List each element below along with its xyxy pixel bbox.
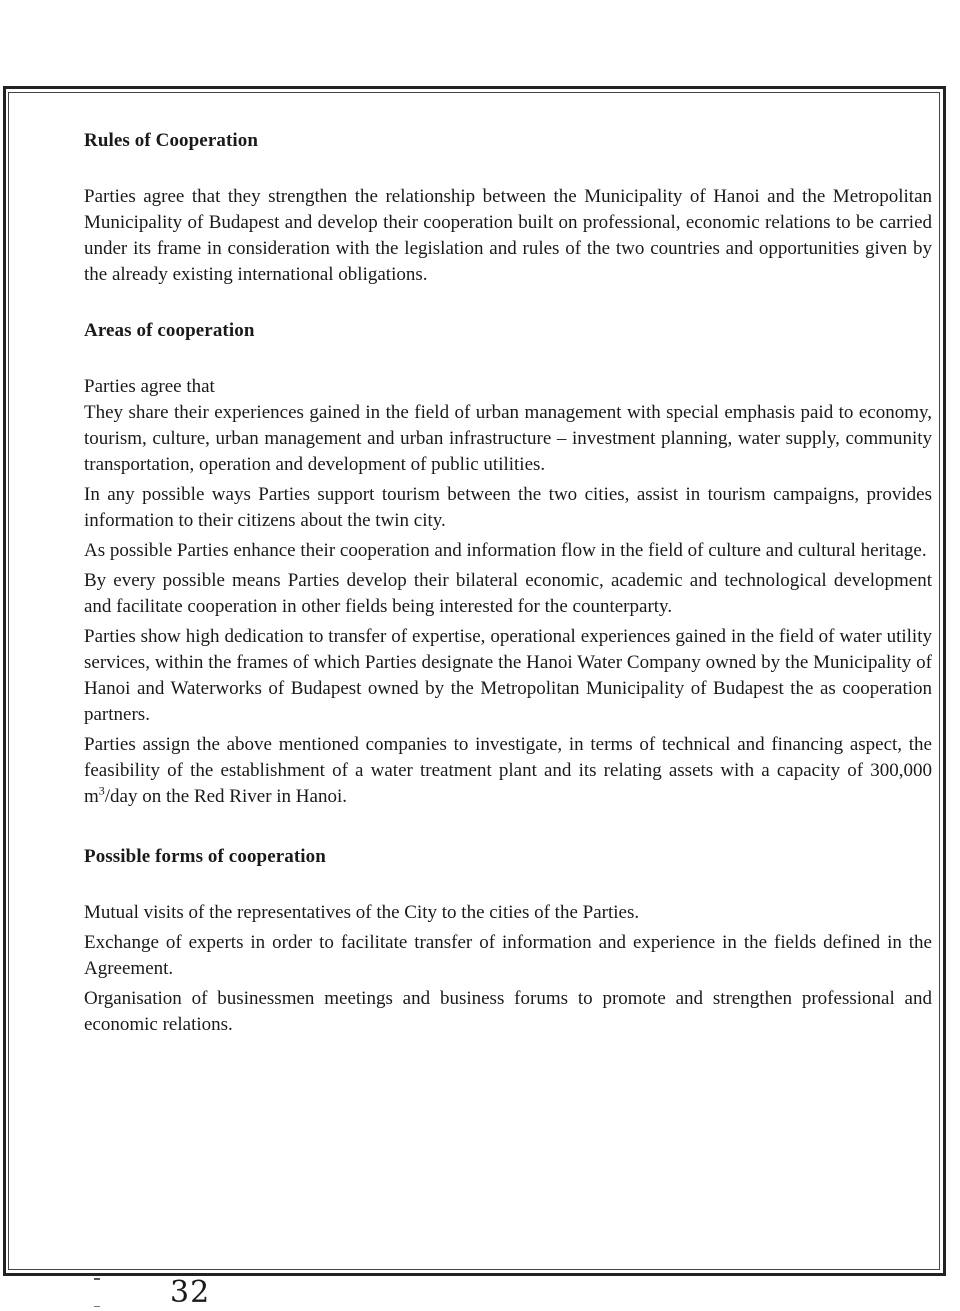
areas-item: In any possible ways Parties support tourism between the two cities, assist in tourism campaigns, provides information to their citizens about the twin city.	[84, 484, 932, 531]
water-plant-text-before: Parties assign the above mentioned companies to investigate, in terms of technical and financing aspect, the feasibility of the establishment of a water treatment plant and its relating assets with a capacity of 300,000 m	[84, 734, 932, 807]
areas-item: As possible Parties enhance their cooperation and information flow in the field of culture and cultural heritage.	[84, 540, 927, 561]
areas-intro: Parties agree that	[84, 376, 215, 397]
scan-artifact	[94, 1306, 100, 1307]
rules-paragraph: Parties agree that they strengthen the relationship between the Municipality of Hanoi and the Metropolitan Municipality of Budapest and develop their cooperation built on professional, economic relations to be carried under its frame in consideration with the legislation and rules of the two countries and opportunities given by the already existing international obligations.	[84, 186, 932, 285]
areas-heading: Areas of cooperation	[84, 320, 255, 341]
forms-heading: Possible forms of cooperation	[84, 846, 326, 867]
areas-item: They share their experiences gained in the field of urban management with special emphasis paid to economy, tourism, culture, urban management and urban infrastructure – investment planning, water supply, community transportation, operation and development of public utilities.	[84, 402, 932, 475]
scan-artifact	[94, 1278, 100, 1280]
forms-item: Organisation of businessmen meetings and business forums to promote and strengthen professional and economic relations.	[84, 988, 932, 1035]
forms-item: Exchange of experts in order to facilitate transfer of information and experience in the fields defined in the Agreement.	[84, 932, 932, 979]
document-body	[84, 130, 932, 1042]
areas-item-water-plant	[84, 732, 932, 810]
forms-item: Mutual visits of the representatives of the City to the cities of the Parties.	[84, 902, 640, 923]
areas-item: By every possible means Parties develop their bilateral economic, academic and technological development and facilitate cooperation in other fields being interested for the counterparty.	[84, 570, 932, 617]
page-number: 32	[170, 1275, 211, 1310]
water-plant-text-after: /day on the Red River in Hanoi.	[104, 786, 347, 807]
cubic-superscript: 3	[98, 783, 105, 798]
rules-heading: Rules of Cooperation	[84, 130, 259, 151]
areas-item: Parties show high dedication to transfer of expertise, operational experiences gained in the field of water utility services, within the frames of which Parties designate the Hanoi Water Company owned by the Municipality of Hanoi and Waterworks of Budapest owned by the Metropolitan Municipality of Budapest the as cooperation partners.	[84, 626, 932, 725]
